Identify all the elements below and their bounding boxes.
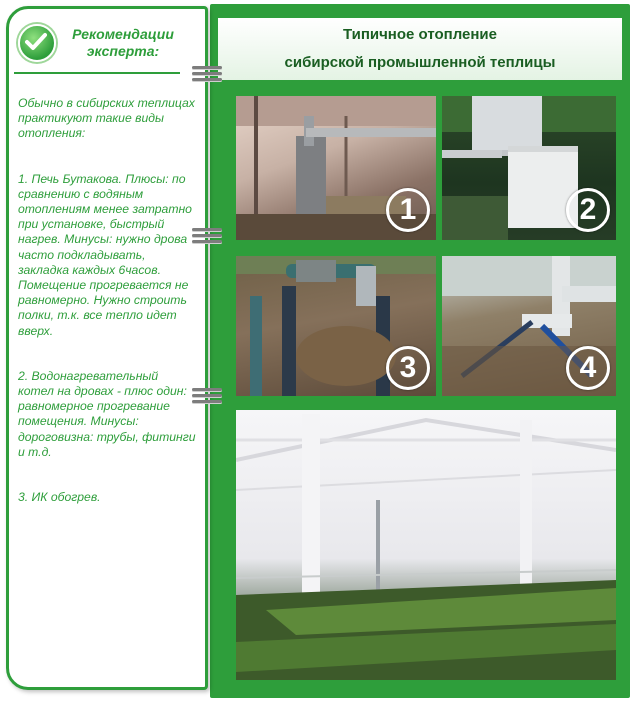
heating-option-1: 1. Печь Бутакова. Плюсы: по сравнению с водяным отоплениям менее затратно при установке, быстрый нагрев. Минусы: нужно дрова часто подкладывать, закладка каждых 6часов. Помещение прогревается не равномерно. Нужно строить полки, т.к. все тепло идет вверх.	[18, 171, 192, 338]
binder-spring-icon	[192, 388, 222, 404]
heating-option-3: 3. ИК обогрев.	[18, 490, 101, 505]
binder-spring-icon	[192, 66, 222, 82]
expert-header	[14, 22, 194, 76]
photo-number-3: 3	[386, 346, 430, 390]
expert-text	[18, 96, 196, 505]
intro-paragraph: Обычно в сибирских теплицах практикуют такие виды отопления:	[18, 96, 195, 141]
photo-boiler	[442, 96, 616, 240]
title-line-1: Типичное отопление	[343, 26, 497, 43]
photo-stove	[236, 96, 436, 240]
photo-number-2: 2	[566, 188, 610, 232]
photo-greenhouse-interior	[236, 410, 616, 680]
photo-number-4: 4	[566, 346, 610, 390]
expert-title: Рекомендации эксперта:	[72, 26, 174, 59]
photo-number-1: 1	[386, 188, 430, 232]
binder-spring-icon	[192, 228, 222, 244]
photo-pipes-soil	[236, 256, 436, 396]
heating-option-2: 2. Водонагревательный котел на дровах - плюс один: равномерное прогревание помещения. Минусы: дороговизна: трубы, фитинги и т.д.	[18, 368, 196, 459]
divider	[14, 72, 180, 74]
photo-fittings	[442, 256, 616, 396]
title-line-2: сибирской промышленной теплицы	[284, 54, 556, 71]
page-title	[218, 18, 622, 80]
checkmark-icon	[18, 24, 56, 62]
